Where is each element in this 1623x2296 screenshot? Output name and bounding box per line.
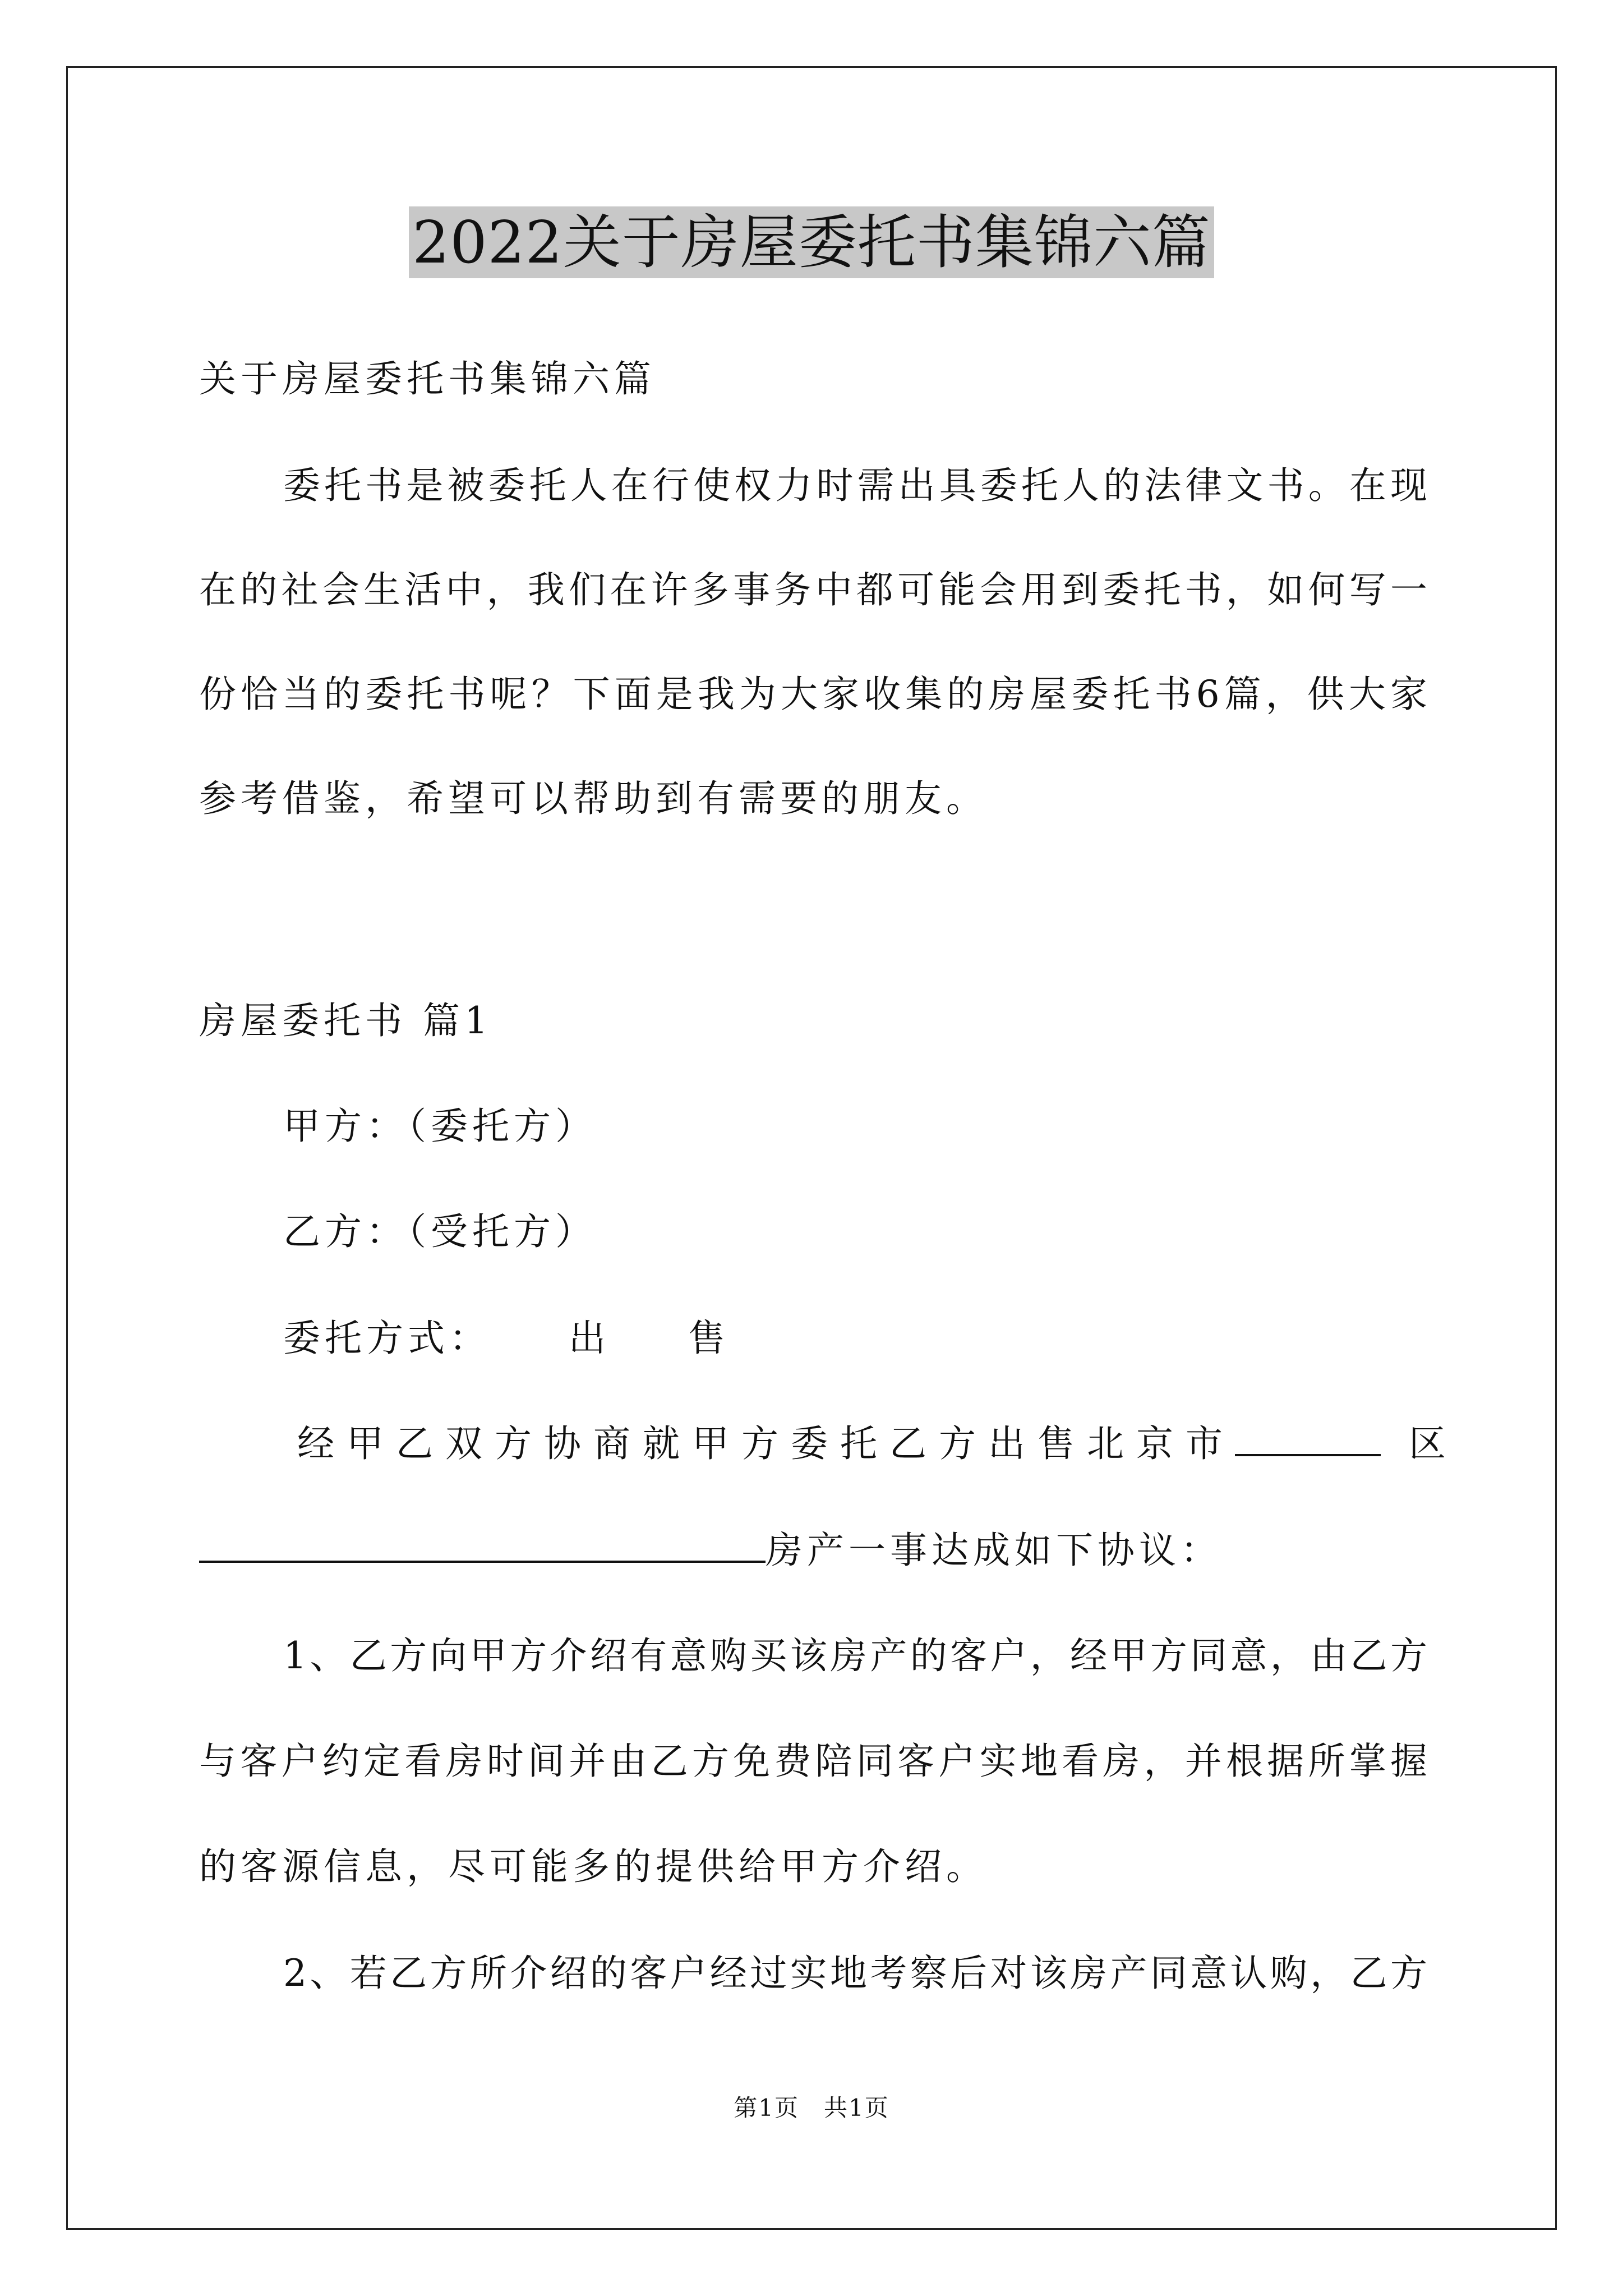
page-footer: 第1页 共1页 bbox=[734, 2094, 889, 2122]
entrust-method-line bbox=[283, 1316, 730, 1361]
intro-line-1: 委托书是被委托人在行使权力时需出具委托人的法律文书。在现 bbox=[283, 464, 1427, 507]
agreement-line-2 bbox=[199, 1528, 1222, 1573]
entrust-method-label: 委托方式： bbox=[283, 1317, 491, 1360]
section-heading: 房屋委托书 篇1 bbox=[199, 999, 492, 1042]
intro-line-3: 份恰当的委托书呢？下面是我为大家收集的房屋委托书6篇，供大家 bbox=[199, 673, 1427, 716]
title-container bbox=[0, 206, 1623, 278]
party-b-line: 乙方：（受托方） bbox=[283, 1210, 597, 1253]
address-blank bbox=[199, 1529, 766, 1563]
agreement-line-1-end: 区 bbox=[1409, 1422, 1458, 1465]
entrust-method-word-2: 售 bbox=[688, 1317, 730, 1360]
clause-1-line-1: 1、乙方向甲方介绍有意购买该房产的客户，经甲方同意，由乙方 bbox=[283, 1634, 1427, 1677]
clause-1-line-3: 的客源信息，尽可能多的提供给甲方介绍。 bbox=[199, 1845, 988, 1888]
entrust-method-word-1: 出 bbox=[568, 1317, 610, 1360]
agreement-line-1 bbox=[297, 1421, 1458, 1466]
document-subtitle: 关于房屋委托书集锦六篇 bbox=[199, 357, 656, 401]
intro-line-2: 在的社会生活中，我们在许多事务中都可能会用到委托书，如何写一 bbox=[199, 568, 1427, 611]
agreement-line-2-end: 房产一事达成如下协议： bbox=[766, 1529, 1222, 1572]
intro-line-4: 参考借鉴，希望可以帮助到有需要的朋友。 bbox=[199, 777, 988, 820]
clause-1-line-2: 与客户约定看房时间并由乙方免费陪同客户实地看房，并根据所掌握 bbox=[199, 1740, 1427, 1783]
document-title: 2022关于房屋委托书集锦六篇 bbox=[409, 206, 1214, 278]
party-a-line: 甲方：（委托方） bbox=[283, 1105, 597, 1148]
agreement-line-1-text: 经甲乙双方协商就甲方委托乙方出售北京市 bbox=[297, 1422, 1235, 1465]
clause-2-line-1: 2、若乙方所介绍的客户经过实地考察后对该房产同意认购，乙方 bbox=[283, 1952, 1427, 1995]
district-blank bbox=[1235, 1423, 1381, 1456]
